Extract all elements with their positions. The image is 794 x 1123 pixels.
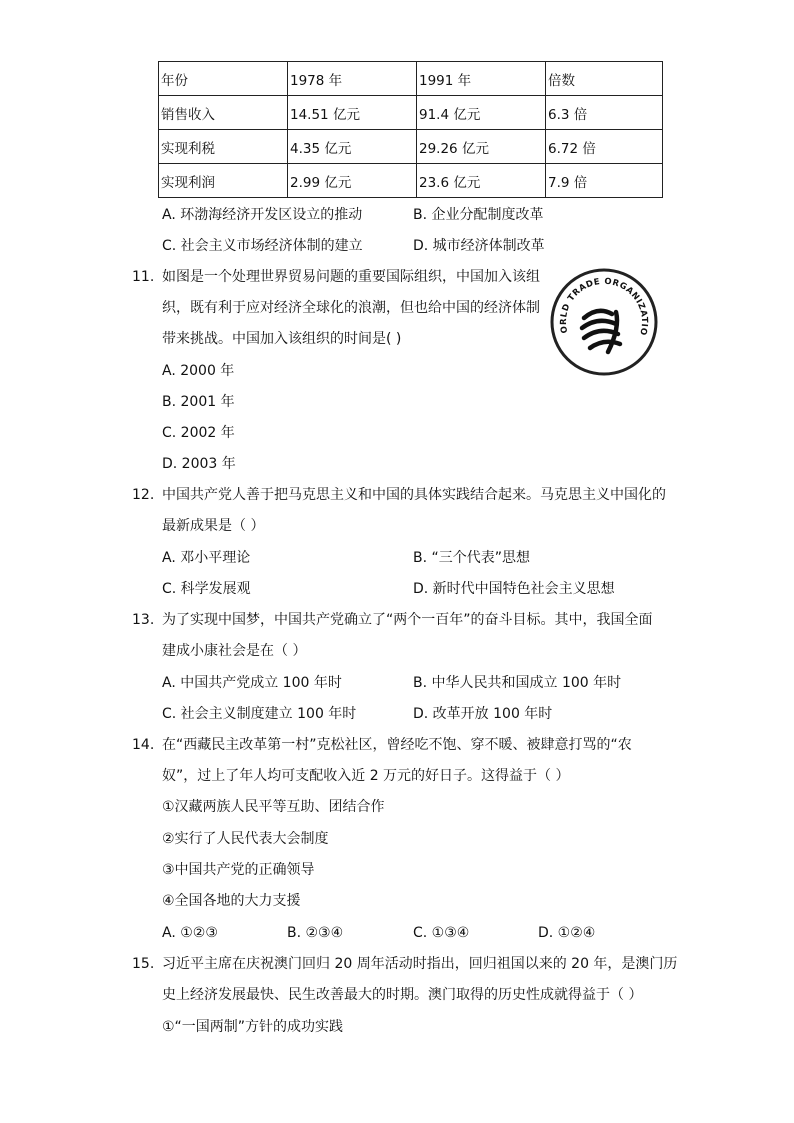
q10-option-b[interactable]: B. 企业分配制度改革 [413,207,544,223]
q13-stem-line-1: 为了实现中国梦，中国共产党确立了“两个一百年”的奋斗目标。其中，我国全面 [162,612,653,628]
q14-stem-line-2: 奴”，过上了年人均可支配收入近 2 万元的好日子。这得益于（ ） [162,768,570,784]
q15-stem-line-2: 史上经济发展最快、民生改善最大的时期。澳门取得的历史性成就得益于（ ） [162,987,643,1003]
table-cell: 14.51 亿元 [288,96,417,130]
q10-option-c[interactable]: C. 社会主义市场经济体制的建立 [162,238,363,254]
table-cell: 实现利润 [159,164,288,198]
q12-option-c[interactable]: C. 科学发展观 [162,581,251,597]
table-cell: 6.72 倍 [546,130,663,164]
q12-option-b[interactable]: B. “三个代表”思想 [413,550,531,566]
q14-number: 14. [132,737,155,753]
q14-option-b[interactable]: B. ②③④ [287,925,344,941]
table-cell: 2.99 亿元 [288,164,417,198]
wto-logo-text: ORLD TRADE ORGANIZATIO [558,276,650,337]
q11-option-c[interactable]: C. 2002 年 [162,425,235,441]
wto-logo [550,268,658,376]
q14-item-4: ④全国各地的大力支援 [162,893,301,909]
q11-option-d[interactable]: D. 2003 年 [162,456,236,472]
table-cell: 实现利税 [159,130,288,164]
table-row [159,96,663,130]
table-cell: 29.26 亿元 [417,130,546,164]
q11-stem-line-1: 如图是一个处理世界贸易问题的重要国际组织，中国加入该组 [162,269,540,285]
q12-stem-line-2: 最新成果是（ ） [162,518,265,534]
q10-option-d[interactable]: D. 城市经济体制改革 [413,238,545,254]
q15-number: 15. [132,956,155,972]
q14-option-c[interactable]: C. ①③④ [413,925,470,941]
q13-option-d[interactable]: D. 改革开放 100 年时 [413,706,553,722]
table-cell: 7.9 倍 [546,164,663,198]
q14-item-1: ①汉藏两族人民平等互助、团结合作 [162,799,385,815]
q13-option-b[interactable]: B. 中华人民共和国成立 100 年时 [413,675,622,691]
q10-option-a[interactable]: A. 环渤海经济开发区设立的推动 [162,207,363,223]
q11-number: 11. [132,269,155,285]
q14-item-2: ②实行了人民代表大会制度 [162,831,329,847]
table-header-cell: 年份 [159,62,288,96]
q14-option-a[interactable]: A. ①②③ [162,925,218,941]
table-cell: 23.6 亿元 [417,164,546,198]
q14-item-3: ③中国共产党的正确领导 [162,862,315,878]
q13-option-a[interactable]: A. 中国共产党成立 100 年时 [162,675,342,691]
q11-stem-line-2: 织，既有利于应对经济全球化的浪潮，但也给中国的经济体制 [162,300,540,316]
q13-stem-line-2: 建成小康社会是在（ ） [162,643,307,659]
table-cell: 6.3 倍 [546,96,663,130]
table-row [159,130,663,164]
q12-option-d[interactable]: D. 新时代中国特色社会主义思想 [413,581,615,597]
table-header-row [159,62,663,96]
q15-stem-line-1: 习近平主席在庆祝澳门回归 20 周年活动时指出，回归祖国以来的 20 年，是澳门历 [162,956,678,972]
q12-option-a[interactable]: A. 邓小平理论 [162,550,251,566]
q11-option-b[interactable]: B. 2001 年 [162,394,235,410]
q14-stem-line-1: 在“西藏民主改革第一村”克松社区，曾经吃不饱、穿不暖、被肆意打骂的“农 [162,737,632,753]
q13-number: 13. [132,612,155,628]
table-cell: 4.35 亿元 [288,130,417,164]
table-cell: 销售收入 [159,96,288,130]
q14-option-d[interactable]: D. ①②④ [538,925,596,941]
q12-stem-line-1: 中国共产党人善于把马克思主义和中国的具体实践结合起来。马克思主义中国化的 [162,487,666,503]
q11-stem-line-3: 带来挑战。中国加入该组织的时间是( ) [162,331,402,347]
table-header-cell: 1991 年 [417,62,546,96]
table-header-cell: 1978 年 [288,62,417,96]
q15-item-1: ①“一国两制”方针的成功实践 [162,1019,344,1035]
q13-option-c[interactable]: C. 社会主义制度建立 100 年时 [162,706,357,722]
table-row [159,164,663,198]
q11-option-a[interactable]: A. 2000 年 [162,363,235,379]
sales-data-table [158,61,663,198]
table-cell: 91.4 亿元 [417,96,546,130]
q12-number: 12. [132,487,155,503]
table-header-cell: 倍数 [546,62,663,96]
